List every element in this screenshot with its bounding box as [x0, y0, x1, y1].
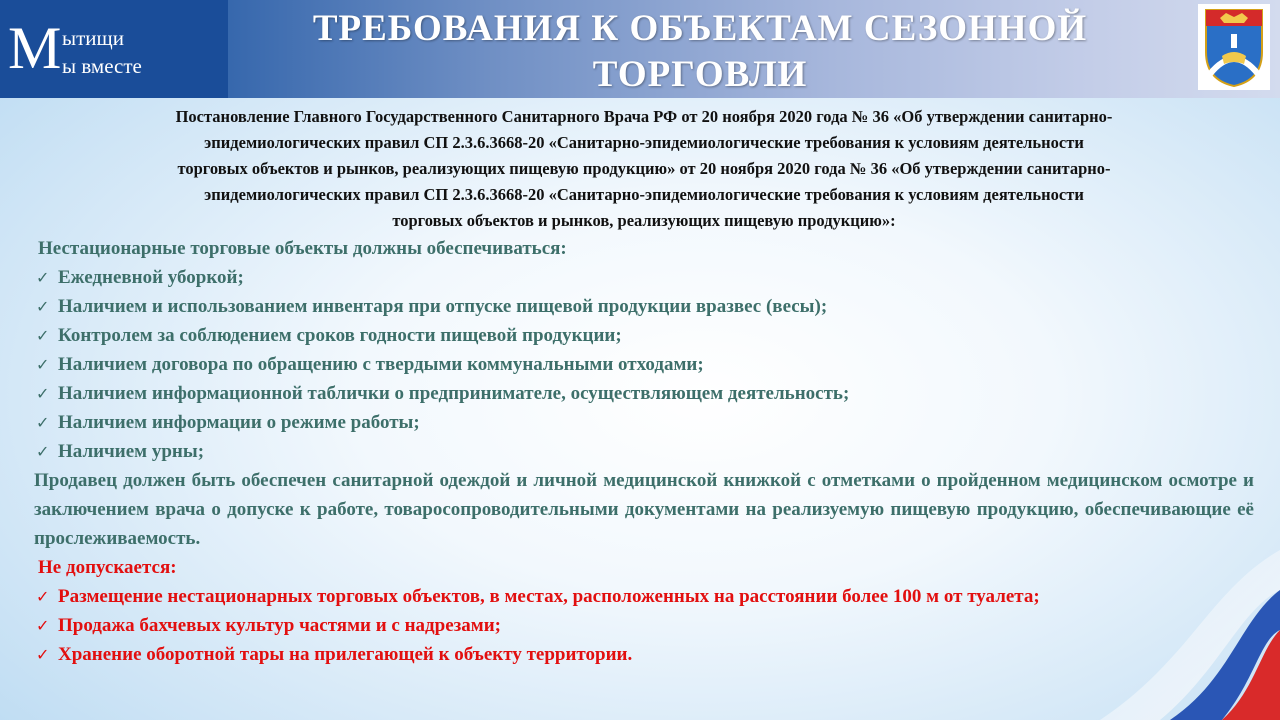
logo-letter: М — [8, 15, 62, 81]
intro-line: эпидемиологических правил СП 2.3.6.3668-20 «Санитарно-эпидемиологические требования к условиям деятельности — [204, 133, 1084, 152]
header-banner — [0, 0, 1280, 98]
item-text: Размещение нестационарных торговых объектов, в местах, расположенных на расстоянии более 100 м от туалета; — [58, 586, 1040, 607]
logo-line-2: ы вместе — [62, 54, 142, 78]
check-icon: ✓ — [36, 442, 50, 461]
decree-reference — [34, 104, 1254, 234]
check-icon: ✓ — [36, 268, 50, 287]
list-item — [34, 292, 1254, 321]
coat-of-arms-icon — [1198, 4, 1270, 90]
russian-flag-icon — [960, 550, 1280, 720]
check-icon: ✓ — [36, 616, 50, 635]
intro-line: Постановление Главного Государственного Санитарного Врача РФ от 20 ноября 2020 года № 36 «Об утверждении санитарно- — [175, 107, 1113, 126]
section-heading-requirements: Нестационарные торговые объекты должны обеспечиваться: — [38, 238, 567, 259]
list-item — [34, 379, 1254, 408]
title-line-2: ТОРГОВЛИ — [592, 54, 808, 95]
item-text: Ежедневной уборкой; — [58, 267, 244, 288]
list-item — [34, 321, 1254, 350]
requirements-list — [34, 263, 1254, 466]
seller-requirements-paragraph: Продавец должен быть обеспечен санитарной одеждой и личной медицинской книжкой с отметками о пройденном медицинском осмотре и заключением врача о допуске к работе, товаросопроводительными документами на реализуемую пищевую продукцию, обеспечивающие её прослеживаемость. — [34, 470, 1254, 549]
list-item — [34, 437, 1254, 466]
check-icon: ✓ — [36, 587, 50, 606]
item-text: Контролем за соблюдением сроков годности пищевой продукции; — [58, 325, 622, 346]
check-icon: ✓ — [36, 413, 50, 432]
intro-line: торговых объектов и рынков, реализующих пищевую продукцию»: — [392, 211, 896, 230]
check-icon: ✓ — [36, 355, 50, 374]
item-text: Продажа бахчевых культур частями и с надрезами; — [58, 615, 502, 636]
page-title — [240, 6, 1160, 98]
item-text: Наличием информации о режиме работы; — [58, 412, 420, 433]
item-text: Наличием урны; — [58, 441, 205, 462]
list-item — [34, 263, 1254, 292]
check-icon: ✓ — [36, 645, 50, 664]
intro-line: торговых объектов и рынков, реализующих пищевую продукцию» от 20 ноября 2020 года № 36 «Об утверждении санитарно- — [177, 159, 1111, 178]
list-item — [34, 350, 1254, 379]
section-heading-prohibited: Не допускается: — [38, 557, 177, 578]
item-text: Наличием и использованием инвентаря при отпуске пищевой продукции вразвес (весы); — [58, 296, 828, 317]
city-logo — [0, 0, 228, 98]
check-icon: ✓ — [36, 384, 50, 403]
item-text: Наличием договора по обращению с твердыми коммунальными отходами; — [58, 354, 704, 375]
check-icon: ✓ — [36, 326, 50, 345]
logo-line-1: ытищи — [62, 26, 124, 50]
list-item — [34, 408, 1254, 437]
item-text: Наличием информационной таблички о предпринимателе, осуществляющем деятельность; — [58, 383, 850, 404]
check-icon: ✓ — [36, 297, 50, 316]
item-text: Хранение оборотной тары на прилегающей к объекту территории. — [58, 644, 633, 665]
title-line-1: ТРЕБОВАНИЯ К ОБЪЕКТАМ СЕЗОННОЙ — [312, 8, 1088, 49]
intro-line: эпидемиологических правил СП 2.3.6.3668-20 «Санитарно-эпидемиологические требования к условиям деятельности — [204, 185, 1084, 204]
